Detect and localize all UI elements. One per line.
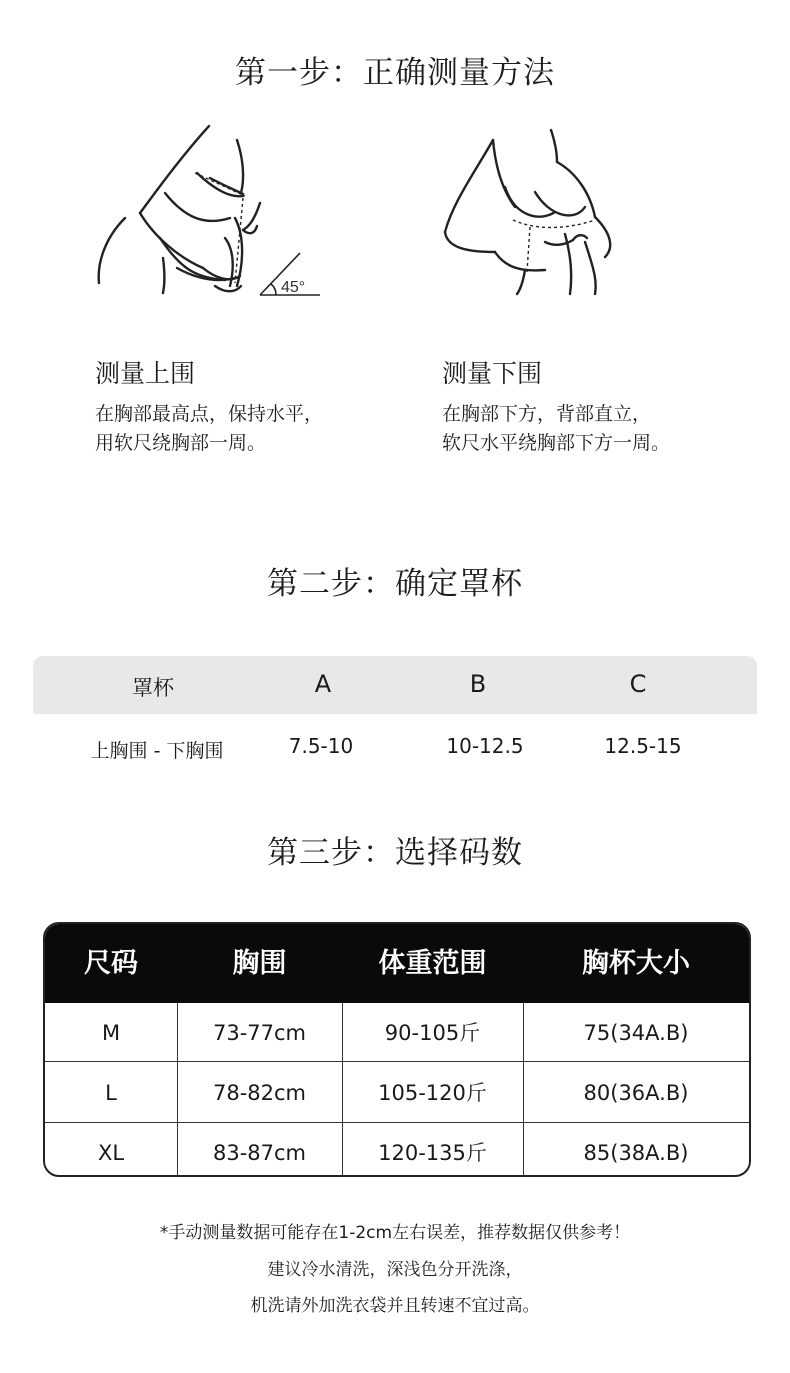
upper-bust-desc-line2: 用软尺绕胸部一周。	[95, 432, 267, 454]
step1-title: 第一步：正确测量方法	[235, 55, 555, 91]
bust-cell: 73-77cm	[212, 1021, 307, 1045]
weight-cell: 105-120斤	[378, 1081, 487, 1105]
note-error-margin: *手动测量数据可能存在1-2cm左右误差，推荐数据仅供参考！	[159, 1223, 631, 1243]
cup-header-label: 罩杯	[132, 676, 174, 700]
bust-cell: 78-82cm	[212, 1081, 307, 1105]
weight-cell: 120-135斤	[378, 1141, 487, 1165]
measure-lower-bust-illustration	[435, 122, 635, 302]
size-header-weight: 体重范围	[378, 948, 487, 979]
size-header-cup: 胸杯大小	[582, 948, 690, 979]
cup-cell: 85(38A.B)	[583, 1141, 689, 1165]
note-machine-wash: 机洗请外加洗衣袋并且转速不宜过高。	[250, 1296, 540, 1316]
cup-value-c: 12.5-15	[604, 734, 682, 758]
size-cell: M	[101, 1021, 121, 1045]
cup-value-b: 10-12.5	[446, 734, 524, 758]
size-header-size: 尺码	[84, 948, 138, 979]
size-table	[43, 922, 751, 1177]
lower-bust-title: 测量下围	[442, 359, 543, 388]
cup-header-c: C	[629, 670, 647, 698]
size-cell: L	[105, 1081, 117, 1105]
cup-row-label: 上胸围 - 下胸围	[90, 740, 224, 762]
upper-bust-title: 测量上围	[95, 359, 196, 388]
step3-title: 第三步：选择码数	[267, 835, 523, 871]
size-table-header	[45, 924, 749, 1003]
lower-bust-desc-line2: 软尺水平绕胸部下方一周。	[442, 432, 671, 454]
bust-cell: 83-87cm	[212, 1141, 307, 1165]
size-cell: XL	[97, 1141, 125, 1165]
cup-header-a: A	[314, 670, 332, 698]
cup-cell: 75(34A.B)	[583, 1021, 689, 1045]
size-header-bust: 胸围	[232, 948, 287, 979]
angle-label: 45°	[281, 279, 306, 296]
lower-bust-desc-line1: 在胸部下方，背部直立，	[442, 403, 652, 425]
cup-table-header	[33, 656, 757, 714]
cup-header-b: B	[469, 670, 487, 698]
step2-title: 第二步：确定罩杯	[267, 566, 523, 602]
upper-bust-desc	[95, 400, 323, 458]
note-wash-cold: 建议冷水清洗，深浅色分开洗涤，	[267, 1260, 523, 1280]
weight-cell: 90-105斤	[384, 1021, 481, 1045]
cup-value-a: 7.5-10	[288, 734, 354, 758]
measure-upper-bust-illustration	[85, 118, 345, 308]
upper-bust-desc-line1: 在胸部最高点，保持水平，	[95, 403, 324, 425]
lower-bust-desc	[442, 400, 670, 458]
cup-cell: 80(36A.B)	[583, 1081, 689, 1105]
